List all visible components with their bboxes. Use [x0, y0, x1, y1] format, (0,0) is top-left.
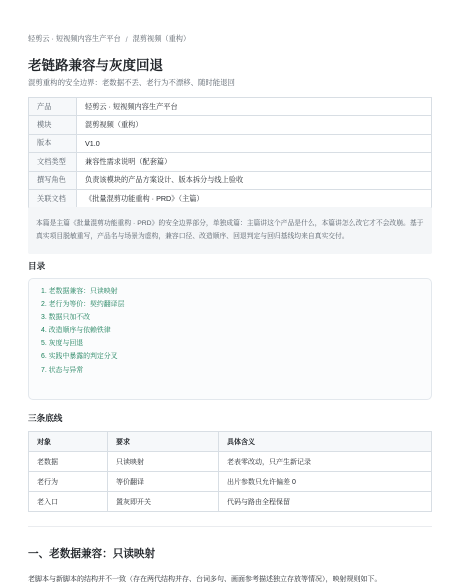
table-row [29, 98, 432, 116]
toc-link[interactable]: 3. 数据只加不改 [41, 314, 91, 322]
section-body-text: 老脚本与新脚本的结构并不一致（存在两代结构并存、台词多句、画面参考描述独立存放等情况），映射规则如下。 [28, 576, 382, 583]
table-row [29, 171, 432, 189]
breadcrumb-separator: / [125, 34, 128, 44]
table-row [29, 116, 432, 134]
meta-value: V1.0 [77, 134, 432, 152]
table-row [29, 472, 432, 492]
rules-heading: 三条底线 [28, 413, 63, 423]
table-header-row [29, 432, 432, 452]
table-row [29, 452, 432, 472]
meta-value: 负责该模块的产品方案设计、版本拆分与线上验收 [77, 171, 432, 189]
table-cell: 出片参数只允许偏差 0 [219, 472, 432, 492]
meta-value: 轻剪云 · 短视频内容生产平台 [77, 98, 432, 116]
toc-link[interactable]: 6. 实践中暴露的判定分叉 [41, 353, 118, 361]
meta-value: 兼容性需求说明（配套篇） [77, 153, 432, 171]
table-cell: 代码与路由全程保留 [219, 492, 432, 512]
page-subtitle: 混剪重构的安全边界：老数据不丢、老行为不漂移、随时能退回 [28, 78, 235, 87]
breadcrumb-item-product[interactable]: 轻剪云 · 短视频内容生产平台 [28, 34, 121, 43]
intro-note-text: 本篇是主篇《批量混剪功能重构 · PRD》的安全边界部分，单独成篇：主篇讲这个产品是什么，本篇讲怎么改它才不会改崩。基于真实项目脱敏重写，产品名与场景为虚构，兼容口径、改造顺序、回退判定与回归基线均来自真实交付。 [36, 220, 424, 240]
table-cell: 等价翻译 [108, 472, 219, 492]
rules-table [28, 431, 432, 512]
meta-key: 文档类型 [29, 153, 77, 171]
meta-table [28, 97, 432, 208]
table-row [29, 189, 432, 207]
table-cell: 老行为 [29, 472, 108, 492]
meta-key: 版本 [29, 134, 77, 152]
toc-link[interactable]: 1. 老数据兼容：只读映射 [41, 288, 118, 295]
breadcrumb [28, 32, 432, 46]
toc-heading: 目录 [28, 261, 46, 271]
table-cell: 老数据 [29, 452, 108, 472]
table-row [29, 134, 432, 152]
meta-key: 关联文档 [29, 189, 77, 207]
page-title: 老链路兼容与灰度回退 [28, 58, 163, 73]
meta-key: 撰写角色 [29, 171, 77, 189]
meta-key: 产品 [29, 98, 77, 116]
toc-link[interactable]: 4. 改造顺序与依赖铁律 [41, 327, 111, 335]
table-row [29, 492, 432, 512]
breadcrumb-item-module[interactable]: 混剪视频（重构） [132, 34, 191, 43]
column-header: 对象 [29, 432, 108, 452]
intro-note [28, 207, 432, 254]
meta-value: 《批量混剪功能重构 · PRD》（主篇） [77, 189, 432, 207]
column-header: 具体含义 [219, 432, 432, 452]
toc-link[interactable]: 7. 状态与异常 [41, 366, 84, 374]
table-cell: 只读映射 [108, 452, 219, 472]
toc-box [28, 278, 432, 400]
table-cell: 老表零改动，只产生新记录 [219, 452, 432, 472]
toc-link[interactable]: 5. 灰度与回退 [41, 340, 84, 348]
toc-link[interactable]: 2. 老行为等价：契约翻译层 [41, 301, 125, 309]
section-divider [28, 526, 432, 527]
table-cell: 置灰即开关 [108, 492, 219, 512]
table-row [29, 153, 432, 171]
column-header: 要求 [108, 432, 219, 452]
table-cell: 老入口 [29, 492, 108, 512]
meta-key: 模块 [29, 116, 77, 134]
meta-value: 混剪视频（重构） [77, 116, 432, 134]
section-heading: 一、老数据兼容：只读映射 [28, 548, 156, 560]
